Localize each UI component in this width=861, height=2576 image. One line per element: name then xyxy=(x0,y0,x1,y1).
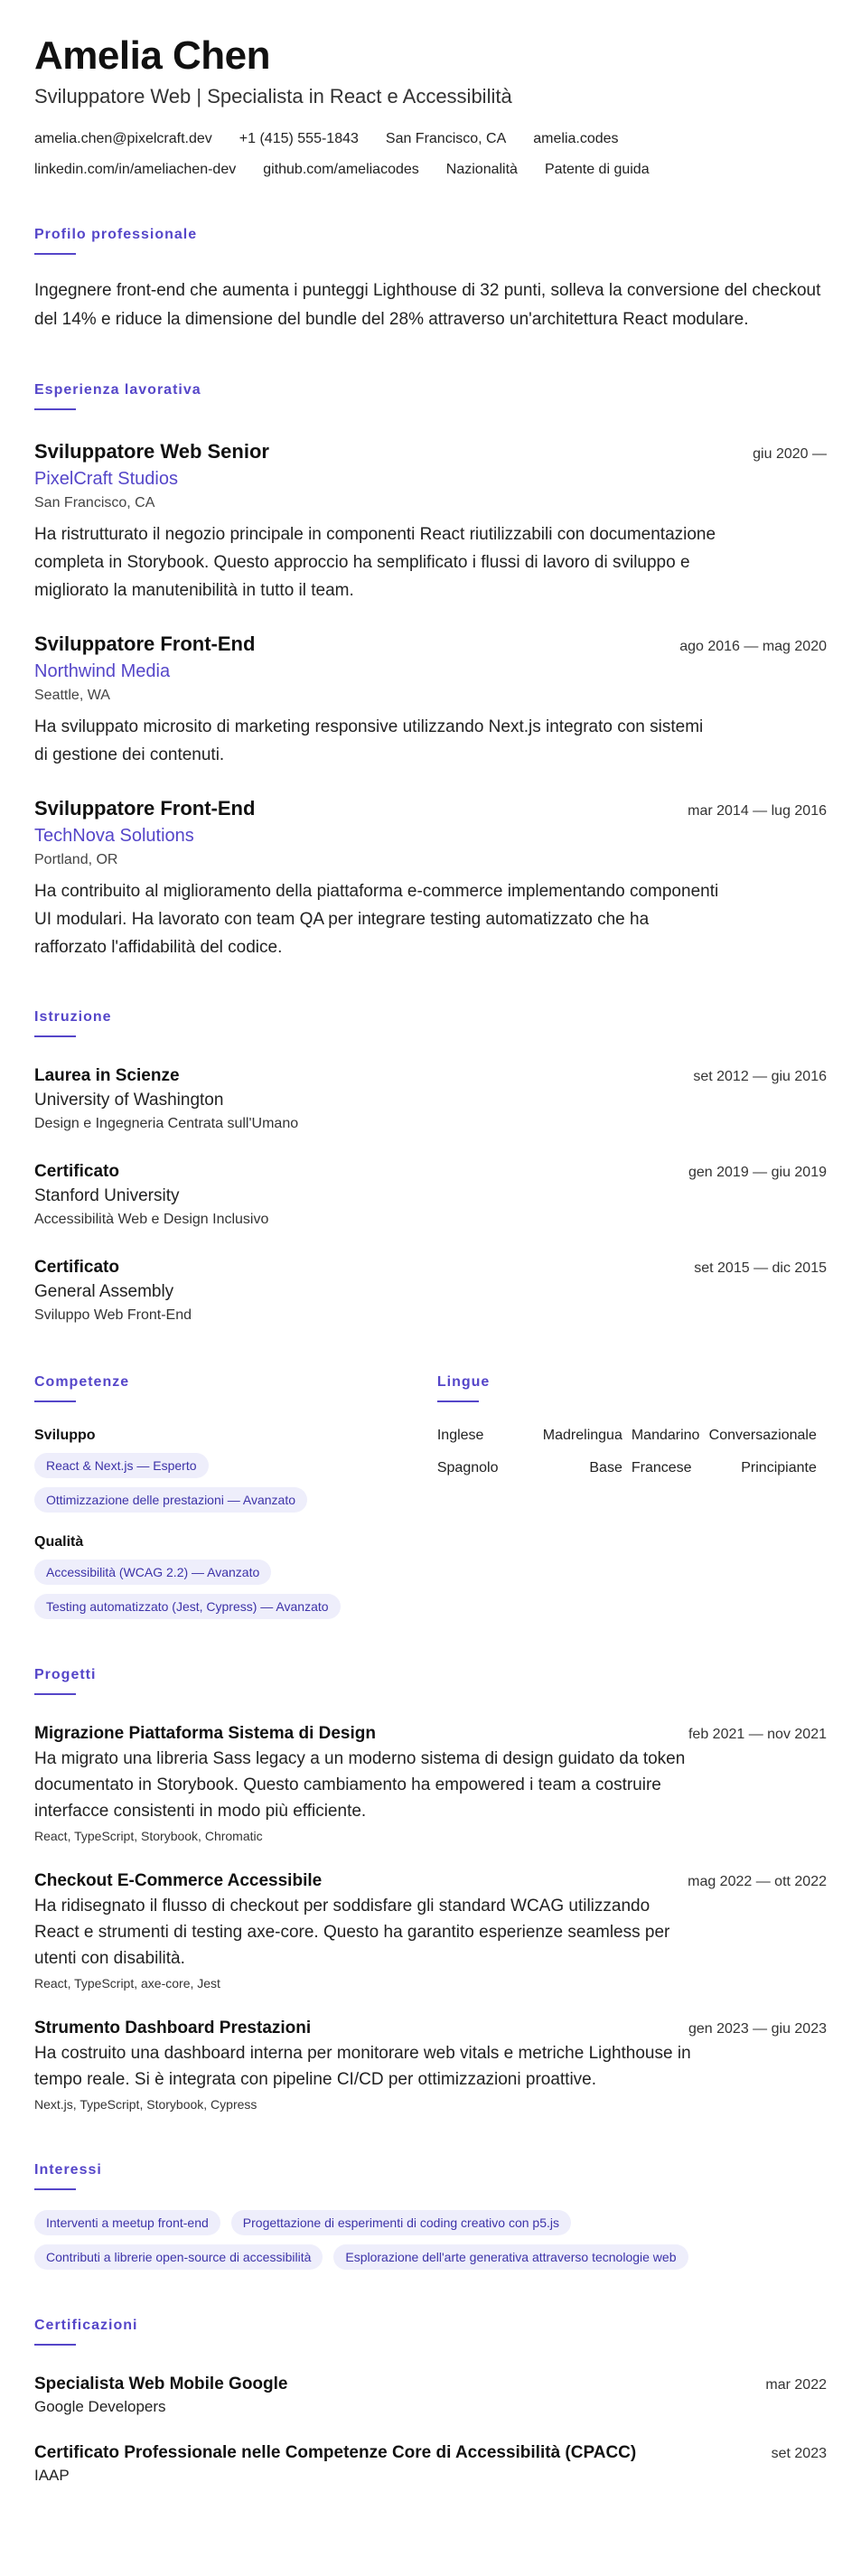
section-title: Progetti xyxy=(34,1667,97,1682)
language-name: Spagnolo xyxy=(436,1460,499,1475)
job-location: San Francisco, CA xyxy=(34,495,155,511)
section-divider xyxy=(437,1400,479,1402)
project-title: Strumento Dashboard Prestazioni xyxy=(34,2019,312,2037)
project-dates: gen 2023 — giu 2023 xyxy=(688,2021,827,2037)
certification-date: mar 2022 xyxy=(765,2377,827,2393)
candidate-subtitle: Sviluppatore Web | Specialista in React e Accessibilità xyxy=(34,85,512,108)
contact-nationality: Nazionalità xyxy=(445,162,518,177)
project-dates: feb 2021 — nov 2021 xyxy=(688,1727,827,1742)
profile-summary: Ingegnere front-end che aumenta i punteggi Lighthouse di 32 punti, solleva la conversione del checkout del 14% e riduce la dimensione del bundle del 28% attraverso un'architettura React modulare. xyxy=(34,281,821,329)
education-school: University of Washington xyxy=(34,1091,224,1110)
section-title: Certificazioni xyxy=(34,2318,138,2333)
education-field: Accessibilità Web e Design Inclusivo xyxy=(34,1212,269,1227)
skill-group xyxy=(34,1426,437,1513)
language-row xyxy=(437,1426,826,1446)
section-title: Interessi xyxy=(34,2162,102,2178)
contact-website[interactable]: amelia.codes xyxy=(533,131,619,146)
contact-list xyxy=(34,130,811,179)
project-description: Ha migrato una libreria Sass legacy a un moderno sistema di design guidato da token documentato in Storybook. Questo cambiamento ha empowered i team a costruire interfacce consistenti in modo più efficiente. xyxy=(34,1749,686,1821)
language-level: Madrelingua xyxy=(542,1428,622,1443)
skill-category: Qualità xyxy=(34,1534,84,1550)
education-school: General Assembly xyxy=(34,1282,174,1301)
language-level: Conversazionale xyxy=(708,1428,817,1443)
section-divider xyxy=(34,2344,76,2346)
languages-table xyxy=(437,1426,826,1478)
profile-section xyxy=(34,226,827,334)
interest-tag: Contributi a librerie open-source di accessibilità xyxy=(34,2244,323,2270)
section-title: Profilo professionale xyxy=(34,227,198,242)
job-company: PixelCraft Studios xyxy=(34,469,178,489)
education-item xyxy=(34,1160,827,1231)
skills-languages-row xyxy=(34,1373,827,1619)
skill-tag: Accessibilità (WCAG 2.2) — Avanzato xyxy=(34,1560,271,1585)
language-level: Principiante xyxy=(741,1460,817,1475)
project-item xyxy=(34,2017,827,2114)
skill-tag: Testing automatizzato (Jest, Cypress) — Avanzato xyxy=(34,1594,341,1619)
certification-date: set 2023 xyxy=(771,2446,827,2461)
skill-category: Sviluppo xyxy=(34,1428,96,1443)
job-dates: mar 2014 — lug 2016 xyxy=(688,803,827,819)
project-item xyxy=(34,1869,827,1993)
certifications-section xyxy=(34,2317,827,2487)
interests-section xyxy=(34,2161,827,2270)
project-tech: React, TypeScript, Storybook, Chromatic xyxy=(34,1829,263,1843)
job-dates: giu 2020 — xyxy=(753,446,827,462)
job-role: Sviluppatore Front-End xyxy=(34,632,256,655)
section-divider xyxy=(34,1693,76,1695)
education-school: Stanford University xyxy=(34,1186,180,1205)
project-title: Migrazione Piattaforma Sistema di Design xyxy=(34,1724,376,1743)
education-degree: Certificato xyxy=(34,1258,119,1277)
contact-phone[interactable]: +1 (415) 555-1843 xyxy=(239,131,359,146)
certification-name: Specialista Web Mobile Google xyxy=(34,2375,288,2393)
interest-tag: Progettazione di esperimenti di coding creativo con p5.js xyxy=(231,2210,571,2235)
certification-issuer: Google Developers xyxy=(34,2398,166,2415)
project-tech: Next.js, TypeScript, Storybook, Cypress xyxy=(34,2097,257,2112)
experience-section xyxy=(34,381,827,961)
certification-issuer: IAAP xyxy=(34,2467,70,2484)
contact-linkedin[interactable]: linkedin.com/in/ameliachen-dev xyxy=(34,162,237,177)
contact-github[interactable]: github.com/ameliacodes xyxy=(263,162,419,177)
job-description: Ha sviluppato microsito di marketing responsive utilizzando Next.js integrato con sistemi di gestione dei contenuti. xyxy=(34,717,704,764)
project-dates: mag 2022 — ott 2022 xyxy=(688,1874,827,1889)
interest-tags xyxy=(34,2210,811,2270)
interest-tag: Interventi a meetup front-end xyxy=(34,2210,220,2235)
languages-section xyxy=(437,1373,827,1619)
job-role: Sviluppatore Web Senior xyxy=(34,440,269,463)
certification-item xyxy=(34,2373,827,2418)
education-dates: gen 2019 — giu 2019 xyxy=(688,1165,827,1180)
certification-name: Certificato Professionale nelle Competenze Core di Accessibilità (CPACC) xyxy=(34,2443,637,2462)
language-row xyxy=(437,1458,826,1478)
job-description: Ha ristrutturato il negozio principale in componenti React riutilizzabili con documentazione completa in Storybook. Questo approccio ha semplificato i flussi di lavoro di sviluppo e migliorato la manutenibilità in tutto il team. xyxy=(34,525,716,600)
experience-list xyxy=(34,439,827,961)
job-role: Sviluppatore Front-End xyxy=(34,797,256,820)
education-list xyxy=(34,1064,827,1326)
project-tech: React, TypeScript, axe-core, Jest xyxy=(34,1976,220,1991)
contact-email[interactable]: amelia.chen@pixelcraft.dev xyxy=(34,131,212,146)
skill-tag: React & Next.js — Esperto xyxy=(34,1453,209,1478)
section-divider xyxy=(34,408,76,410)
certifications-list xyxy=(34,2373,827,2487)
project-item xyxy=(34,1722,827,1846)
job-location: Seattle, WA xyxy=(34,688,110,703)
job-company: Northwind Media xyxy=(34,661,171,681)
education-field: Design e Ingegneria Centrata sull'Umano xyxy=(34,1116,299,1131)
language-name: Inglese xyxy=(436,1428,484,1443)
section-title: Competenze xyxy=(34,1374,130,1390)
section-title: Esperienza lavorativa xyxy=(34,382,201,398)
section-divider xyxy=(34,1400,76,1402)
job-company: TechNova Solutions xyxy=(34,826,194,846)
projects-list xyxy=(34,1722,827,2114)
education-field: Sviluppo Web Front-End xyxy=(34,1307,192,1323)
language-name: Francese xyxy=(631,1460,692,1475)
job-dates: ago 2016 — mag 2020 xyxy=(679,639,827,654)
section-title: Istruzione xyxy=(34,1009,112,1025)
education-item xyxy=(34,1256,827,1326)
section-divider xyxy=(34,1035,76,1037)
education-dates: set 2012 — giu 2016 xyxy=(693,1069,827,1084)
section-divider xyxy=(34,2188,76,2190)
education-dates: set 2015 — dic 2015 xyxy=(694,1260,827,1276)
section-title: Lingue xyxy=(436,1374,491,1390)
language-name: Mandarino xyxy=(631,1428,700,1443)
education-degree: Certificato xyxy=(34,1162,119,1181)
experience-item xyxy=(34,439,827,604)
certification-item xyxy=(34,2441,827,2487)
education-degree: Laurea in Scienze xyxy=(34,1066,180,1085)
job-location: Portland, OR xyxy=(34,852,118,867)
language-level: Base xyxy=(589,1460,622,1475)
education-item xyxy=(34,1064,827,1135)
skills-section xyxy=(34,1373,437,1619)
projects-section xyxy=(34,1666,827,2114)
skill-tag: Ottimizzazione delle prestazioni — Avanzato xyxy=(34,1487,307,1513)
project-description: Ha ridisegnato il flusso di checkout per soddisfare gli standard WCAG utilizzando React e strumenti di testing axe-core. Questo ha garantito esperienze seamless per utenti con disabilità. xyxy=(34,1897,670,1968)
candidate-name: Amelia Chen xyxy=(34,33,271,78)
project-description: Ha costruito una dashboard interna per monitorare web vitals e metriche Lighthouse in tempo reale. Si è integrata con pipeline CI/CD per ottimizzazioni proattive. xyxy=(34,2044,691,2089)
contact-location: San Francisco, CA xyxy=(385,131,507,146)
section-divider xyxy=(34,253,76,255)
contact-driving-license: Patente di guida xyxy=(544,162,650,177)
job-description: Ha contribuito al miglioramento della piattaforma e-commerce implementando componenti UI modulari. Ha lavorato con team QA per integrare testing automatizzato che ha rafforzato l'affidabilità del codice. xyxy=(34,882,719,957)
education-section xyxy=(34,1008,827,1326)
experience-item xyxy=(34,632,827,769)
project-title: Checkout E-Commerce Accessibile xyxy=(34,1871,323,1890)
interest-tag: Esplorazione dell'arte generativa attraverso tecnologie web xyxy=(333,2244,688,2270)
experience-item xyxy=(34,796,827,961)
skill-group xyxy=(34,1532,437,1619)
